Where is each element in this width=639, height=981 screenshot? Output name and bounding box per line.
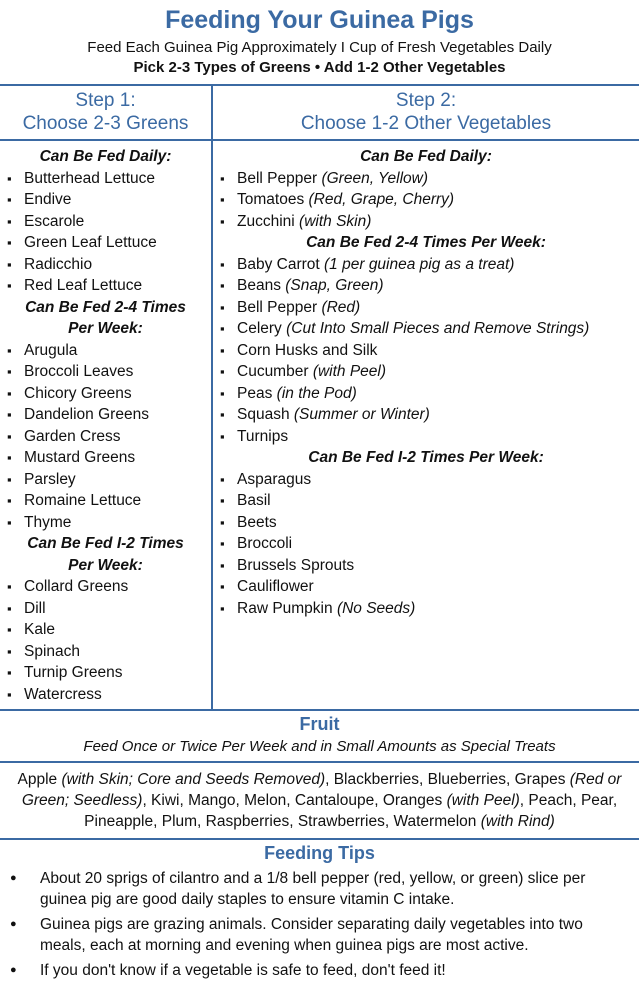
step2-heading-line2: Choose 1-2 Other Vegetables [300, 113, 552, 134]
item-name: Zucchini [237, 212, 295, 230]
item-name: Cucumber [237, 363, 309, 380]
page-subtitle: Feed Each Guinea Pig Approximately I Cup of Fresh Vegetables Daily [87, 39, 552, 56]
list-item [213, 340, 639, 362]
item-name: Dandelion Greens [24, 406, 149, 423]
item-name: Thyme [24, 513, 72, 531]
list-item [213, 211, 639, 233]
category-list [213, 168, 639, 233]
category-heading: Per Week: [68, 320, 143, 337]
item-name: Brussels Sprouts [237, 556, 355, 574]
item-name: Asparagus [237, 470, 312, 488]
steps-grid [0, 84, 639, 709]
list-item [213, 490, 639, 512]
list-item [213, 318, 639, 340]
item-name: Bell Pepper [237, 169, 318, 187]
category-list [213, 469, 639, 620]
tips-list [0, 864, 639, 981]
item-name: Red Leaf Lettuce [24, 277, 143, 294]
step1-heading-line1: Step 1: [75, 90, 136, 111]
list-item [0, 361, 211, 383]
item-name: Kale [24, 621, 56, 638]
item-name: Spinach [24, 642, 81, 660]
item-name: Butterhead Lettuce [24, 169, 155, 187]
list-item [0, 340, 211, 362]
category-list [0, 576, 211, 705]
item-name: Turnip Greens [24, 664, 123, 681]
item-name: Radicchio [24, 255, 93, 273]
item-note: (Red, Grape, Cherry) [308, 191, 455, 208]
list-item [0, 512, 211, 534]
item-name: Celery [237, 320, 282, 337]
list-item [0, 168, 211, 190]
item-name: Beets [237, 513, 277, 531]
list-item [213, 512, 639, 534]
item-note: (Red) [321, 298, 361, 316]
list-item [0, 469, 211, 491]
item-name: Endive [24, 191, 72, 208]
item-note: (No Seeds) [336, 599, 416, 617]
item-note: (1 per guinea pig as a treat) [324, 255, 515, 273]
item-name: Parsley [24, 470, 76, 488]
item-note: (Green, Yellow) [321, 169, 428, 187]
list-item [213, 275, 639, 297]
list-item [0, 662, 211, 684]
tips-title: Feeding Tips [264, 843, 375, 863]
list-item [0, 447, 211, 469]
item-name: Corn Husks and Silk [237, 341, 378, 359]
item-name: Peas [237, 384, 273, 402]
list-item [213, 189, 639, 211]
category-list [213, 254, 639, 448]
item-name: Arugula [24, 341, 78, 359]
list-item [0, 404, 211, 426]
item-name: Beans [237, 277, 281, 294]
item-note: (with Peel) [312, 363, 387, 380]
list-item [0, 254, 211, 276]
fruit-note: (with Peel) [446, 792, 520, 809]
list-item [0, 641, 211, 663]
category-list [0, 340, 211, 534]
item-note: (Summer or Winter) [293, 406, 430, 423]
list-item [0, 275, 211, 297]
item-note: (Cut Into Small Pieces and Remove Strings) [286, 320, 590, 337]
step1-list [0, 141, 211, 709]
tip-item: ● About 20 sprigs of cilantro and a 1/8 bell pepper (red, yellow, or green) slice per guinea pig are good daily staples to ensure vitamin C intake. [0, 868, 629, 910]
category-heading: Can Be Fed I-2 Times [27, 535, 184, 552]
list-item [213, 555, 639, 577]
list-item [213, 469, 639, 491]
tip-item: ● Guinea pigs are grazing animals. Consider separating daily vegetables into two meals, each at morning and evening when guinea pigs are most active. [0, 914, 629, 956]
category-heading: Per Week: [68, 556, 143, 574]
category-heading: Can Be Fed I-2 Times Per Week: [308, 449, 544, 466]
item-name: Escarole [24, 212, 85, 230]
item-name: Broccoli Leaves [24, 363, 134, 380]
list-item [0, 383, 211, 405]
item-name: Green Leaf Lettuce [24, 234, 157, 251]
item-name: Romaine Lettuce [24, 492, 142, 509]
category-list [0, 168, 211, 297]
tip-item: ● If you don't know if a vegetable is safe to feed, don't feed it! [0, 960, 629, 981]
fruit-text-part: , Kiwi, Mango, Melon, Cantaloupe, Oranges [142, 792, 447, 809]
step1-heading-line2: Choose 2-3 Greens [22, 113, 189, 134]
list-item [0, 598, 211, 620]
list-item [0, 576, 211, 598]
list-item [213, 168, 639, 190]
item-name: Mustard Greens [24, 449, 136, 466]
page-instruction: Pick 2-3 Types of Greens • Add 1-2 Other Vegetables [133, 59, 506, 76]
item-name: Tomatoes [237, 191, 305, 208]
fruit-title: Fruit [299, 714, 340, 734]
list-item [0, 189, 211, 211]
list-item [0, 232, 211, 254]
fruit-text-part: , Peach, Pear, Pineapple, Plum, Raspberries, Strawberries, Watermelon [84, 792, 618, 830]
fruit-note: (with Rind) [480, 813, 555, 830]
step2-heading-line1: Step 2: [395, 90, 457, 111]
item-name: Turnips [237, 427, 289, 445]
fruit-section [0, 709, 639, 840]
step2-heading [213, 86, 639, 141]
list-item [0, 490, 211, 512]
fruit-text-part: , Blackberries, Blueberries, Grapes [325, 771, 570, 788]
category-heading: Can Be Fed Daily: [360, 148, 492, 165]
list-item [213, 297, 639, 319]
item-name: Chicory Greens [24, 384, 132, 402]
item-note: (Snap, Green) [285, 277, 384, 294]
category-heading: Can Be Fed 2-4 Times [25, 298, 186, 316]
item-name: Baby Carrot [237, 255, 320, 273]
item-note: (with Skin) [299, 212, 372, 230]
fruit-subtitle: Feed Once or Twice Per Week and in Small Amounts as Special Treats [0, 735, 639, 763]
list-item [213, 254, 639, 276]
item-name: Cauliflower [237, 578, 314, 595]
item-name: Basil [237, 492, 271, 509]
list-item [213, 576, 639, 598]
page-title: Feeding Your Guinea Pigs [165, 6, 474, 34]
item-name: Broccoli [237, 535, 293, 552]
list-item [0, 426, 211, 448]
fruit-list [0, 763, 639, 840]
step2-list [213, 141, 639, 623]
item-name: Dill [24, 599, 46, 617]
list-item [213, 533, 639, 555]
item-name: Garden Cress [24, 427, 121, 445]
fruit-note: (Red or Green; Seedless) [21, 771, 622, 809]
list-item [213, 598, 639, 620]
item-name: Watercress [24, 685, 102, 703]
step1-column [0, 86, 213, 709]
item-name: Squash [237, 406, 290, 423]
list-item [213, 383, 639, 405]
item-name: Bell Pepper [237, 298, 318, 316]
list-item [0, 619, 211, 641]
fruit-note: (with Skin; Core and Seeds Removed) [61, 771, 326, 788]
item-name: Raw Pumpkin [237, 599, 333, 617]
list-item [213, 404, 639, 426]
item-note: (in the Pod) [276, 384, 357, 402]
list-item [213, 426, 639, 448]
item-name: Collard Greens [24, 578, 129, 595]
step2-column [213, 86, 639, 709]
list-item [0, 211, 211, 233]
category-heading: Can Be Fed Daily: [39, 148, 172, 165]
list-item [0, 684, 211, 706]
category-heading: Can Be Fed 2-4 Times Per Week: [306, 234, 546, 251]
list-item [213, 361, 639, 383]
fruit-text-part: Apple [17, 771, 62, 788]
step1-heading [0, 86, 211, 141]
